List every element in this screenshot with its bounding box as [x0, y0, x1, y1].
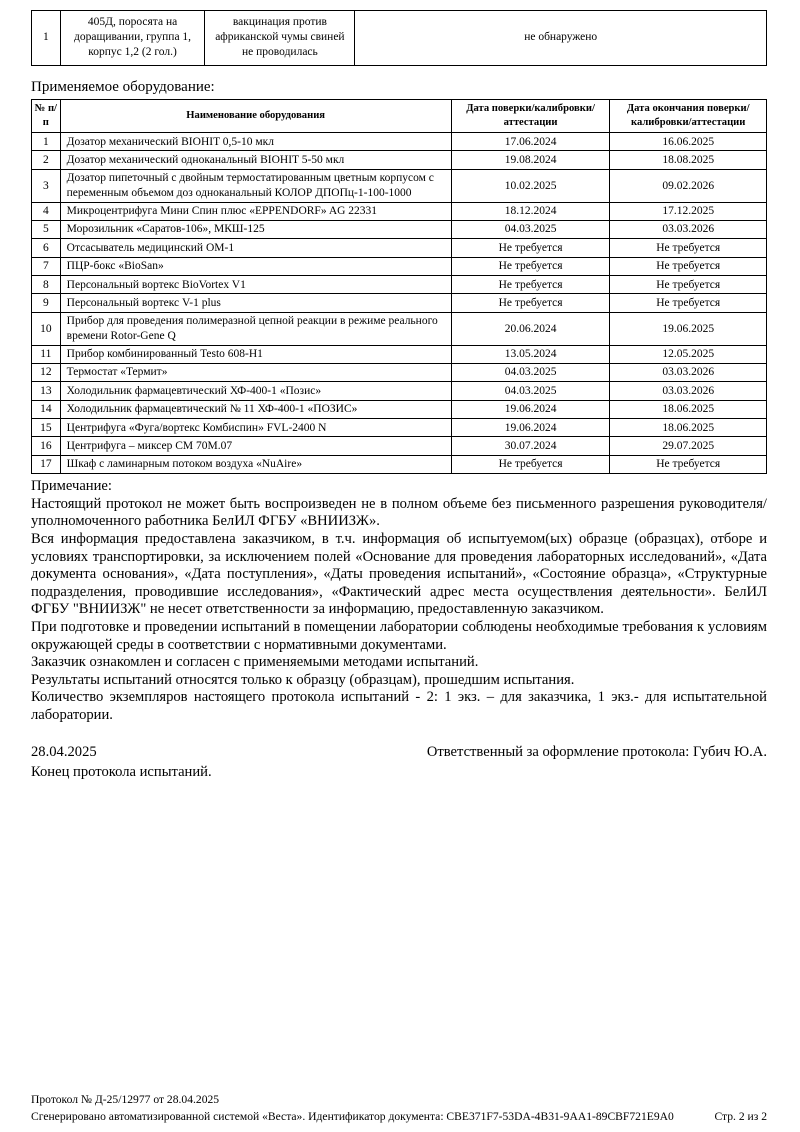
- equipment-row: [32, 220, 767, 238]
- equipment-row: [32, 419, 767, 437]
- notes-section: [31, 478, 767, 724]
- equipment-name-cell: Дозатор пипеточный с двойным термостатированным цветным корпусом с переменным объемом доз одноканальный КОЛОР ДПОПц-1-100-1000: [60, 169, 451, 202]
- equipment-heading: Применяемое оборудование:: [31, 78, 215, 95]
- equipment-name-cell: Шкаф с ламинарным потоком воздуха «NuAire»: [60, 455, 451, 473]
- results-sample-cell: 405Д, поросята на доращивании, группа 1, корпус 1,2 (2 гол.): [60, 11, 205, 66]
- equipment-date-end-cell: 29.07.2025: [610, 437, 767, 455]
- equipment-col-date: Дата поверки/калибровки/аттестации: [451, 99, 610, 133]
- equipment-date-end-cell: 03.03.2026: [610, 220, 767, 238]
- note-paragraph: Заказчик ознакомлен и согласен с применяемыми методами испытаний.: [31, 654, 479, 671]
- equipment-col-name: Наименование оборудования: [60, 99, 451, 133]
- equipment-row: [32, 455, 767, 473]
- equipment-name-cell: Дозатор механический одноканальный BIOHIT 5-50 мкл: [60, 151, 451, 169]
- equipment-date-cell: 19.06.2024: [451, 419, 610, 437]
- page-footer: [31, 1092, 767, 1126]
- equipment-date-end-cell: Не требуется: [610, 257, 767, 275]
- results-vaccination-cell: вакцинация против африканской чумы свиней не проводилась: [205, 11, 355, 66]
- equipment-row: [32, 345, 767, 363]
- equipment-row-number: 7: [32, 257, 61, 275]
- note-paragraph: Результаты испытаний относятся только к образцу (образцам), прошедшим испытания.: [31, 671, 575, 688]
- equipment-row-number: 1: [32, 133, 61, 151]
- equipment-row: [32, 257, 767, 275]
- equipment-row: [32, 382, 767, 400]
- equipment-name-cell: Холодильник фармацевтический № 11 ХФ-400-1 «ПОЗИС»: [60, 400, 451, 418]
- equipment-date-end-cell: 09.02.2026: [610, 169, 767, 202]
- equipment-date-end-cell: Не требуется: [610, 239, 767, 257]
- equipment-date-cell: 18.12.2024: [451, 202, 610, 220]
- equipment-date-end-cell: 16.06.2025: [610, 133, 767, 151]
- signoff-row: [31, 744, 767, 762]
- results-result-cell: не обнаружено: [355, 11, 767, 66]
- equipment-name-cell: Микроцентрифуга Мини Спин плюс «EPPENDORF» AG 22331: [60, 202, 451, 220]
- notes-heading: Примечание:: [31, 478, 112, 495]
- equipment-row: [32, 400, 767, 418]
- equipment-date-end-cell: 17.12.2025: [610, 202, 767, 220]
- equipment-row: [32, 294, 767, 312]
- equipment-row-number: 6: [32, 239, 61, 257]
- equipment-date-end-cell: 18.08.2025: [610, 151, 767, 169]
- equipment-name-cell: Прибор комбинированный Testo 608-H1: [60, 345, 451, 363]
- equipment-date-end-cell: 18.06.2025: [610, 419, 767, 437]
- equipment-name-cell: Холодильник фармацевтический ХФ-400-1 «Позис»: [60, 382, 451, 400]
- equipment-date-cell: 04.03.2025: [451, 382, 610, 400]
- equipment-row-number: 16: [32, 437, 61, 455]
- note-paragraph: Вся информация предоставлена заказчиком, в т.ч. информация об испытуемом(ых) образце (образцах), отборе и условиях транспортировки, за исключением полей «Основание для проведения лабораторных исследований», «Дата документа основания», «Дата поступления», «Даты проведения испытаний», «Состояние образца», «Структурные подразделения, проводившие исследования», «Фактический адрес места осуществления деятельности». БелИЛ ФГБУ "ВНИИЗЖ" не несет ответственности за информацию, предоставленную заказчиком.: [31, 531, 767, 618]
- equipment-row-number: 12: [32, 363, 61, 381]
- equipment-name-cell: Дозатор механический BIOHIT 0,5-10 мкл: [60, 133, 451, 151]
- equipment-col-num: № п/п: [32, 99, 61, 133]
- note-paragraph: При подготовке и проведении испытаний в помещении лаборатории соблюдены необходимые требования к условиям окружающей среды в соответствии с нормативными документами.: [31, 618, 767, 653]
- equipment-row-number: 3: [32, 169, 61, 202]
- equipment-row: [32, 312, 767, 345]
- equipment-row-number: 8: [32, 276, 61, 294]
- footer-page-indicator: Стр. 2 из 2: [714, 1110, 767, 1124]
- equipment-row: [32, 239, 767, 257]
- equipment-row-number: 11: [32, 345, 61, 363]
- footer-protocol-number: Протокол № Д-25/12977 от 28.04.2025: [31, 1093, 220, 1107]
- equipment-row: [32, 169, 767, 202]
- footer-generated-line: Сгенерировано автоматизированной системой «Веста». Идентификатор документа: CBE371F7-53DA-4B31-9AA1-89CBF721E9A0: [31, 1110, 674, 1124]
- equipment-date-cell: Не требуется: [451, 276, 610, 294]
- note-paragraph: Настоящий протокол не может быть воспроизведен не в полном объеме без письменного разрешения руководителя/уполномоченного работника БелИЛ ФГБУ «ВНИИЗЖ».: [31, 495, 767, 530]
- equipment-name-cell: Персональный вортекс BioVortex V1: [60, 276, 451, 294]
- equipment-date-end-cell: Не требуется: [610, 294, 767, 312]
- end-of-protocol-line: Конец протокола испытаний.: [31, 764, 212, 781]
- equipment-date-end-cell: 19.06.2025: [610, 312, 767, 345]
- equipment-date-cell: 13.05.2024: [451, 345, 610, 363]
- equipment-date-cell: 04.03.2025: [451, 363, 610, 381]
- equipment-row-number: 2: [32, 151, 61, 169]
- equipment-row-number: 10: [32, 312, 61, 345]
- equipment-row: [32, 151, 767, 169]
- equipment-row-number: 13: [32, 382, 61, 400]
- equipment-header-row: [32, 99, 767, 133]
- equipment-row: [32, 437, 767, 455]
- equipment-row: [32, 276, 767, 294]
- equipment-row: [32, 202, 767, 220]
- equipment-tbody: [32, 133, 767, 474]
- equipment-name-cell: Морозильник «Саратов-106», МКШ-125: [60, 220, 451, 238]
- equipment-date-cell: Не требуется: [451, 239, 610, 257]
- equipment-row-number: 14: [32, 400, 61, 418]
- equipment-date-cell: Не требуется: [451, 257, 610, 275]
- equipment-row-number: 5: [32, 220, 61, 238]
- equipment-date-end-cell: 03.03.2026: [610, 363, 767, 381]
- results-row-number: 1: [32, 11, 61, 66]
- equipment-date-cell: 10.02.2025: [451, 169, 610, 202]
- equipment-date-end-cell: 18.06.2025: [610, 400, 767, 418]
- equipment-date-end-cell: 12.05.2025: [610, 345, 767, 363]
- equipment-name-cell: Центрифуга – миксер СМ 70М.07: [60, 437, 451, 455]
- equipment-row: [32, 133, 767, 151]
- equipment-name-cell: Термостат «Термит»: [60, 363, 451, 381]
- equipment-date-cell: 19.06.2024: [451, 400, 610, 418]
- signoff-responsible: Ответственный за оформление протокола: Губич Ю.А.: [426, 743, 767, 760]
- equipment-table: [31, 99, 767, 475]
- equipment-date-cell: 20.06.2024: [451, 312, 610, 345]
- results-row: [32, 11, 767, 66]
- equipment-row-number: 9: [32, 294, 61, 312]
- equipment-date-end-cell: 03.03.2026: [610, 382, 767, 400]
- equipment-date-cell: Не требуется: [451, 294, 610, 312]
- equipment-date-cell: Не требуется: [451, 455, 610, 473]
- equipment-col-date-end: Дата окончания поверки/калибровки/аттестации: [610, 99, 767, 133]
- equipment-date-cell: 19.08.2024: [451, 151, 610, 169]
- equipment-date-cell: 04.03.2025: [451, 220, 610, 238]
- equipment-name-cell: Персональный вортекс V-1 plus: [60, 294, 451, 312]
- results-table: [31, 10, 767, 66]
- equipment-row-number: 15: [32, 419, 61, 437]
- equipment-row-number: 4: [32, 202, 61, 220]
- equipment-date-end-cell: Не требуется: [610, 455, 767, 473]
- equipment-row-number: 17: [32, 455, 61, 473]
- equipment-name-cell: Отсасыватель медицинский ОМ-1: [60, 239, 451, 257]
- equipment-name-cell: Прибор для проведения полимеразной цепной реакции в режиме реального времени Rotor-Gene Q: [60, 312, 451, 345]
- equipment-date-cell: 30.07.2024: [451, 437, 610, 455]
- equipment-row: [32, 363, 767, 381]
- note-paragraph: Количество экземпляров настоящего протокола испытаний - 2: 1 экз. – для заказчика, 1 экз.- для испытательной лаборатории.: [31, 689, 767, 723]
- equipment-date-cell: 17.06.2024: [451, 133, 610, 151]
- equipment-name-cell: ПЦР-бокс «BioSan»: [60, 257, 451, 275]
- signoff-date: 28.04.2025: [31, 743, 97, 760]
- equipment-date-end-cell: Не требуется: [610, 276, 767, 294]
- equipment-name-cell: Центрифуга «Фуга/вортекс Комбиспин» FVL-2400 N: [60, 419, 451, 437]
